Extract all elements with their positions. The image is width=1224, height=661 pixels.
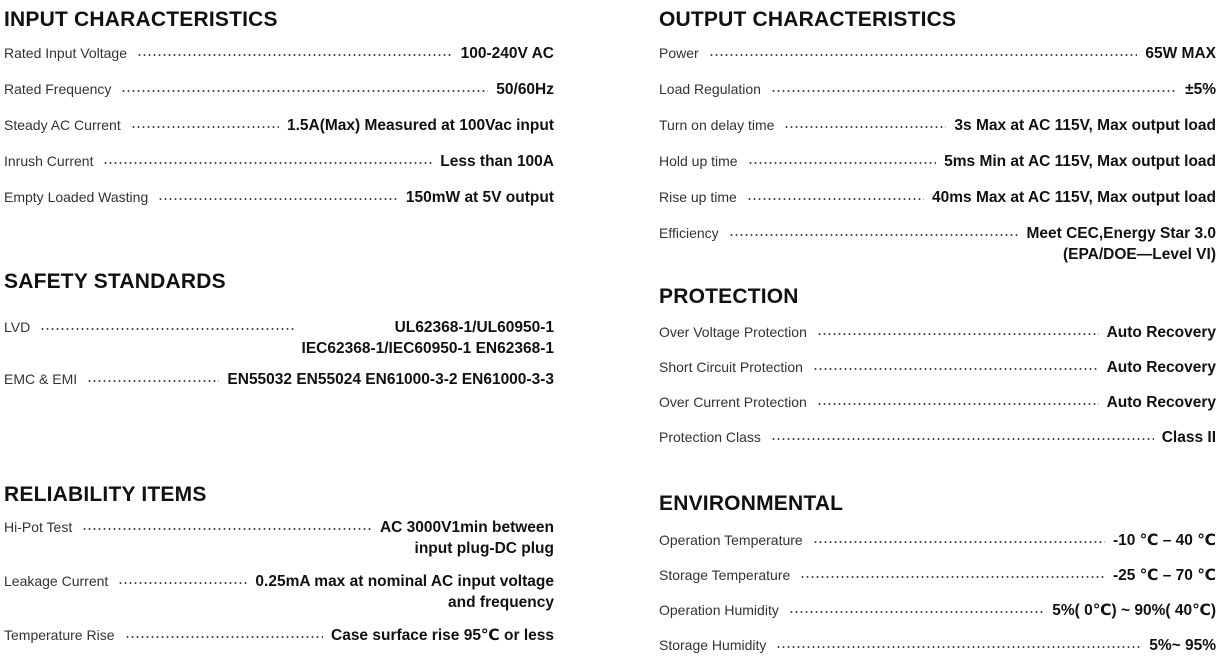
output-characteristics-section [659, 6, 1216, 265]
spec-value: ±5% [1185, 81, 1216, 98]
spec-label: Steady AC Current [4, 117, 121, 133]
dotted-leader [87, 369, 219, 390]
dotted-leader [776, 635, 1141, 656]
environmental-section [659, 490, 1216, 656]
spec-row [4, 571, 554, 613]
spec-value: EN55032 EN55024 EN61000-3-2 EN61000-3-3 [227, 371, 554, 388]
spec-row [659, 392, 1216, 413]
spec-value: Auto Recovery [1106, 359, 1216, 376]
spec-value: 1.5A(Max) Measured at 100Vac input [286, 117, 554, 134]
dotted-leader [789, 600, 1044, 621]
spec-label: Rated Frequency [4, 81, 112, 97]
spec-label: Storage Temperature [659, 567, 791, 583]
spec-row [659, 79, 1216, 100]
dotted-leader [813, 530, 1105, 551]
spec-label: Rise up time [659, 189, 737, 205]
spec-row [659, 530, 1216, 551]
dotted-leader [121, 79, 488, 100]
spec-value [255, 571, 554, 613]
dotted-leader [817, 322, 1099, 343]
spec-label: Storage Humidity [659, 637, 767, 653]
dotted-leader [800, 565, 1105, 586]
protection-section [659, 283, 1216, 448]
spec-value: -10 ℃ – 40 ℃ [1112, 532, 1216, 549]
spec-row [4, 79, 554, 100]
dotted-leader [125, 625, 324, 646]
spec-row [4, 115, 554, 136]
spec-label: Efficiency [659, 225, 719, 241]
spec-value: Class II [1161, 429, 1216, 446]
dotted-leader [137, 43, 453, 64]
spec-row [659, 43, 1216, 64]
spec-label: Leakage Current [4, 573, 109, 589]
spec-label: Operation Temperature [659, 532, 803, 548]
spec-row [659, 151, 1216, 172]
spec-row [4, 43, 554, 64]
reliability-items-section [4, 481, 554, 646]
spec-label: EMC & EMI [4, 371, 78, 387]
spec-row [4, 517, 554, 559]
dotted-leader [784, 115, 946, 136]
section-title: PROTECTION [659, 285, 799, 308]
spec-value: Case surface rise 95℃ or less [331, 627, 554, 644]
spec-label: Temperature Rise [4, 627, 115, 643]
dotted-leader [729, 223, 1019, 244]
spec-row [4, 625, 554, 646]
spec-value: Auto Recovery [1106, 324, 1216, 341]
dotted-leader [158, 187, 398, 208]
spec-label: Hold up time [659, 153, 738, 169]
spec-row [4, 317, 554, 359]
spec-row [659, 635, 1216, 656]
spec-label: Hi-Pot Test [4, 519, 73, 535]
spec-label: LVD [4, 319, 31, 335]
spec-label: Over Current Protection [659, 394, 807, 410]
dotted-leader [40, 317, 293, 338]
spec-value-line: (EPA/DOE—Level VI) [1062, 246, 1216, 263]
spec-value: 50/60Hz [496, 81, 554, 98]
dotted-leader [771, 427, 1154, 448]
section-title: RELIABILITY ITEMS [4, 483, 207, 506]
spec-label: Load Regulation [659, 81, 761, 97]
spec-label: Protection Class [659, 429, 761, 445]
dotted-leader [82, 517, 372, 538]
spec-label: Inrush Current [4, 153, 94, 169]
dotted-leader [118, 571, 247, 592]
spec-label: Short Circuit Protection [659, 359, 803, 375]
dotted-leader [709, 43, 1138, 64]
spec-value: 100-240V AC [460, 45, 554, 62]
spec-row [659, 187, 1216, 208]
spec-row [4, 369, 554, 390]
spec-row [4, 151, 554, 172]
spec-value: 150mW at 5V output [405, 189, 554, 206]
spec-row [4, 187, 554, 208]
section-title: SAFETY STANDARDS [4, 270, 226, 293]
spec-value: -25 ℃ – 70 ℃ [1112, 567, 1216, 584]
dotted-leader [131, 115, 279, 136]
spec-value-line: Meet CEC,Energy Star 3.0 [1026, 225, 1216, 242]
spec-value: Less than 100A [440, 153, 554, 170]
section-title: ENVIRONMENTAL [659, 492, 844, 515]
spec-row [659, 322, 1216, 343]
spec-value-line: UL62368-1/UL60950-1 [394, 319, 554, 336]
spec-value [380, 517, 554, 559]
spec-value: 5ms Min at AC 115V, Max output load [944, 153, 1216, 170]
spec-row [659, 565, 1216, 586]
spec-label: Power [659, 45, 699, 61]
section-title: INPUT CHARACTERISTICS [4, 8, 278, 31]
dotted-leader [817, 392, 1099, 413]
spec-row [659, 427, 1216, 448]
spec-value: Auto Recovery [1106, 394, 1216, 411]
spec-row [659, 600, 1216, 621]
safety-standards-section [4, 268, 554, 390]
spec-row [659, 223, 1216, 265]
spec-value-line: AC 3000V1min between [379, 519, 554, 536]
spec-value: 40ms Max at AC 115V, Max output load [932, 189, 1216, 206]
spec-value-line: and frequency [448, 594, 554, 611]
spec-value [1026, 223, 1216, 265]
input-characteristics-section [4, 6, 554, 208]
spec-label: Rated Input Voltage [4, 45, 127, 61]
spec-row [659, 115, 1216, 136]
spec-value-line: 0.25mA max at nominal AC input voltage [255, 573, 554, 590]
spec-label: Operation Humidity [659, 602, 779, 618]
spec-value: 65W MAX [1145, 45, 1216, 62]
spec-label: Empty Loaded Wasting [4, 189, 149, 205]
spec-value: 3s Max at AC 115V, Max output load [954, 117, 1216, 134]
spec-value: 5%( 0℃) ~ 90%( 40℃) [1052, 602, 1216, 619]
spec-label: Over Voltage Protection [659, 324, 807, 340]
spec-value: 5%~ 95% [1149, 637, 1216, 654]
spec-value-line: input plug-DC plug [414, 540, 554, 557]
spec-row [659, 357, 1216, 378]
dotted-leader [747, 187, 924, 208]
spec-value-line: IEC62368-1/IEC60950-1 EN62368-1 [301, 340, 554, 357]
dotted-leader [748, 151, 937, 172]
spec-label: Turn on delay time [659, 117, 775, 133]
dotted-leader [771, 79, 1177, 100]
dotted-leader [813, 357, 1099, 378]
spec-value [302, 317, 554, 359]
dotted-leader [103, 151, 432, 172]
section-title: OUTPUT CHARACTERISTICS [659, 8, 957, 31]
